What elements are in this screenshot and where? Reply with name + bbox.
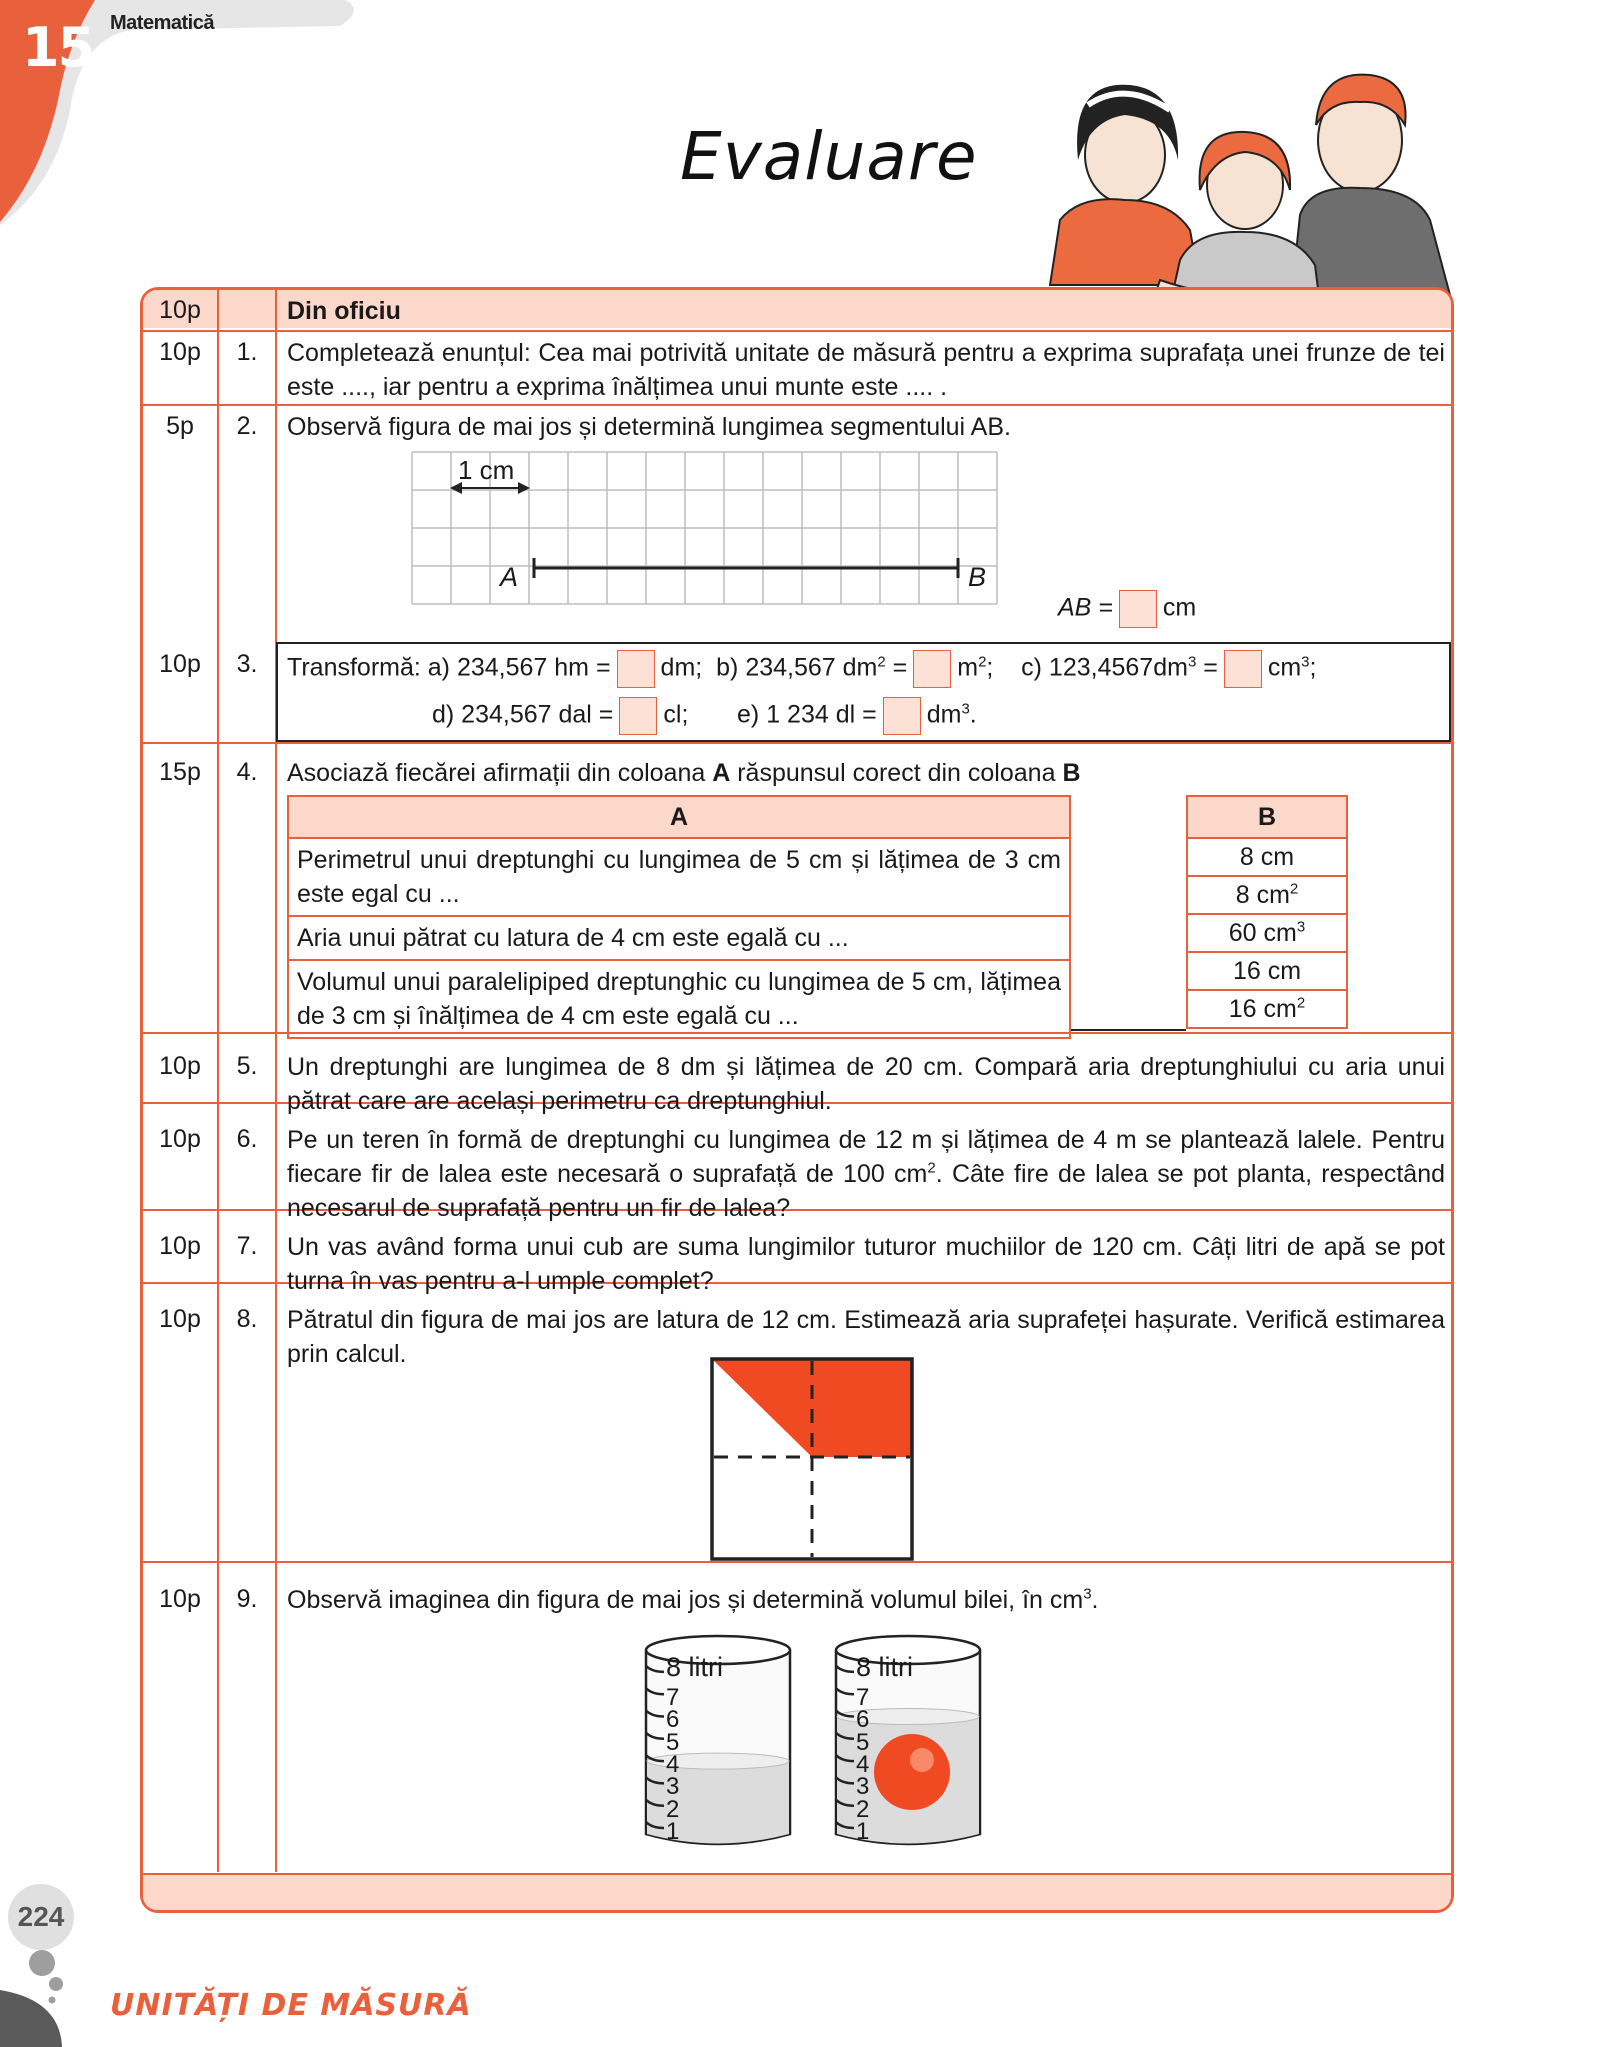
question-number: 5. xyxy=(236,1052,258,1080)
cylinder-top-label: 8 litri xyxy=(666,1652,724,1682)
answer-option[interactable] xyxy=(1187,914,1347,952)
points-cell: 10p xyxy=(159,1232,201,1260)
points-cell: 10p xyxy=(159,1052,201,1080)
q3-b-unit: m xyxy=(957,653,979,682)
scale-number: 6 xyxy=(856,1706,870,1734)
q4-intro-part: Asociază fiecărei afirmații din coloana xyxy=(287,759,713,787)
question-number: 4. xyxy=(236,758,258,786)
q9-text: Observă imaginea din figura de mai jos și determină volumul bilei, în cm xyxy=(287,1586,1084,1614)
point-b-label: B xyxy=(968,562,987,592)
subject-label: Matematică xyxy=(110,12,214,34)
question-number: 2. xyxy=(236,412,258,440)
q3-a-expression: a) 234,567 hm = xyxy=(427,653,611,682)
points-cell: 10p xyxy=(159,296,201,324)
answer-option-text: 8 cm xyxy=(1235,880,1290,909)
column-divider xyxy=(275,290,277,1872)
scale-number: 7 xyxy=(856,1684,870,1711)
scale-number: 3 xyxy=(666,1773,680,1801)
unit-title: UNITĂȚI DE MĂSURĂ xyxy=(110,1988,472,2023)
row-label-din-oficiu: Din oficiu xyxy=(287,297,401,325)
question-5-text: Un dreptunghi are lungimea de 8 dm și lățimea de 20 cm. Compară aria dreptunghiului cu aria unui pătrat care are același perimetru ca dreptunghiul. xyxy=(287,1053,1445,1115)
question-number: 3. xyxy=(236,650,258,678)
answer-box[interactable] xyxy=(883,697,921,735)
statement-cell: Volumul unui paralelipiped dreptunghic cu lungimea de 5 cm, lățimea de 3 cm și înălțimea de 4 cm este egală cu ... xyxy=(288,960,1070,1038)
scale-number: 7 xyxy=(666,1684,680,1711)
q3-e-unit: dm xyxy=(926,700,962,729)
ab-answer xyxy=(1058,590,1196,628)
q3-d-unit: cl; xyxy=(663,700,689,729)
question-7-text: Un vas având forma unui cub are suma lungimilor tuturor muchiilor de 120 cm. Câți litri de apă se pot turna în vas pentru a-l umple complet? xyxy=(287,1233,1445,1295)
row-divider xyxy=(143,330,1451,332)
row-divider xyxy=(143,1561,1451,1563)
answer-option[interactable] xyxy=(1187,990,1347,1028)
q3-intro: Transformă: xyxy=(287,653,421,682)
question-number: 9. xyxy=(236,1585,258,1613)
table-footer-band xyxy=(143,1873,1451,1910)
q3-e-expression: e) 1 234 dl = xyxy=(737,700,877,729)
q4-col-b-ref: B xyxy=(1062,759,1081,787)
answer-option-text: 60 cm xyxy=(1228,918,1297,947)
question-number: 8. xyxy=(236,1305,258,1333)
answer-option-text: 8 cm xyxy=(1239,842,1295,871)
points-cell: 15p xyxy=(159,758,201,786)
q3-a-unit: dm; xyxy=(660,653,703,682)
statement-cell: Perimetrul unui dreptunghi cu lungimea de 5 cm și lățimea de 3 cm este egal cu ... xyxy=(288,838,1070,916)
scale-number: 4 xyxy=(666,1750,680,1778)
question-2-text xyxy=(287,410,1445,444)
answer-option[interactable] xyxy=(1187,838,1347,876)
ab-answer-prefix: AB = xyxy=(1058,593,1113,622)
column-divider xyxy=(217,290,219,1872)
answer-option-exponent: 3 xyxy=(1296,918,1306,936)
point-a-label: A xyxy=(500,562,519,592)
scale-number: 1 xyxy=(856,1817,870,1845)
question-3-line-1: Transformă: a) 234,567 hm = dm; b) 234,567 $dm^2 = m^2$; c) $123,4567dm^3 = cm^3$; xyxy=(287,650,1316,688)
question-9-text: Observă imaginea din figura de mai jos și determină volumul bilei, în $cm^3$. xyxy=(287,1585,1099,1614)
q3-d-expression: d) 234,567 dal = xyxy=(432,700,614,729)
question-1-text: Completează enunțul: Cea mai potrivită unitate de măsură pentru a exprima suprafața unei frunze de tei este ...., iar pentru a exprima înălțimea unui munte este .... . xyxy=(287,339,1445,401)
scale-number: 5 xyxy=(666,1728,680,1756)
answer-option-exponent: 2 xyxy=(1289,880,1299,898)
column-b-header: B xyxy=(1187,796,1347,838)
q6-text-part: . Câte fire de lalea se pot planta, respectând necesarul de suprafață pentru un fir de lalea? xyxy=(287,1160,1446,1222)
points-cell: 5p xyxy=(166,412,194,440)
cylinder-top-label: 8 litri xyxy=(856,1652,914,1682)
q3-b-expression: b) 234,567 dm xyxy=(716,653,878,682)
scale-number: 3 xyxy=(856,1773,870,1801)
answer-box[interactable] xyxy=(1224,650,1262,688)
points-cell: 10p xyxy=(159,1125,201,1153)
statement-cell: Aria unui pătrat cu latura de 4 cm este egală cu ... xyxy=(288,916,1070,960)
answer-box[interactable] xyxy=(1119,590,1157,628)
scale-number: 1 xyxy=(666,1817,680,1845)
decorative-dots xyxy=(0,1940,120,2047)
q6-text-part: Pe un teren în formă de dreptunghi cu lungimea de 12 m și lățimea de 4 m se plantează lalele. Pentru fiecare fir de lalea este necesară o suprafață de 100 cm xyxy=(287,1126,1445,1188)
answer-option-exponent: 2 xyxy=(1296,994,1306,1012)
answer-box[interactable] xyxy=(619,697,657,735)
scale-label: 1 cm xyxy=(458,455,515,485)
answer-option-text: 16 cm xyxy=(1232,956,1302,985)
question-6-text: Pe un teren în formă de dreptunghi cu lungimea de 12 m și lățimea de 4 m se plantează lalele. Pentru fiecare fir de lalea este necesară o suprafață de 100 $cm^2$. Câte fire de lalea se pot planta, respectând necesarul de suprafață pentru un fir de lalea? xyxy=(287,1126,1446,1222)
points-cell: 10p xyxy=(159,1585,201,1613)
question-2-text: Observă figura de mai jos și determină lungimea segmentului AB. xyxy=(287,413,1011,441)
answer-box[interactable] xyxy=(617,650,655,688)
points-cell: 10p xyxy=(159,338,201,366)
page-title: Evaluare xyxy=(680,118,978,195)
scale-number: 4 xyxy=(856,1750,870,1778)
ab-answer-unit: cm xyxy=(1162,593,1197,622)
row-divider xyxy=(143,404,1451,406)
q4-col-a-ref: A xyxy=(712,759,731,787)
points-cell: 10p xyxy=(159,1305,201,1333)
question-3-line-2: d) 234,567 dal = cl; e) 1 234 dl = $dm^3$. xyxy=(432,697,977,735)
answer-box[interactable] xyxy=(913,650,951,688)
answer-option[interactable] xyxy=(1187,876,1347,914)
q3-c-expression: c) 123,4567dm xyxy=(1021,653,1188,682)
ball xyxy=(874,1734,950,1810)
row-divider xyxy=(143,742,1451,744)
column-a-header: A xyxy=(288,796,1070,838)
q4-intro-part: răspunsul corect din coloana xyxy=(730,759,1063,787)
answer-option[interactable] xyxy=(1187,952,1347,990)
points-cell: 10p xyxy=(159,650,201,678)
matching-gap-line xyxy=(1071,1029,1186,1031)
question-number: 1. xyxy=(236,338,258,366)
scale-number: 2 xyxy=(856,1795,870,1823)
ball-highlight xyxy=(910,1748,934,1772)
page-number: 224 xyxy=(8,1884,74,1950)
scale-number: 6 xyxy=(666,1706,680,1734)
q3-c-unit: cm xyxy=(1267,653,1302,682)
question-number: 7. xyxy=(236,1232,258,1260)
question-8-text: Pătratul din figura de mai jos are latura de 12 cm. Estimează aria suprafeței hașurate. Verifică estimarea prin calcul. xyxy=(287,1306,1445,1368)
column-b-table xyxy=(1186,795,1348,1029)
square-figure xyxy=(710,1357,914,1561)
answer-option-text: 16 cm xyxy=(1228,994,1297,1023)
chapter-number: 15 xyxy=(22,16,94,79)
column-a-table xyxy=(287,795,1071,1039)
scale-number: 5 xyxy=(856,1728,870,1756)
scale-number: 2 xyxy=(666,1795,680,1823)
question-number: 6. xyxy=(236,1125,258,1153)
question-4-text xyxy=(287,756,1445,790)
